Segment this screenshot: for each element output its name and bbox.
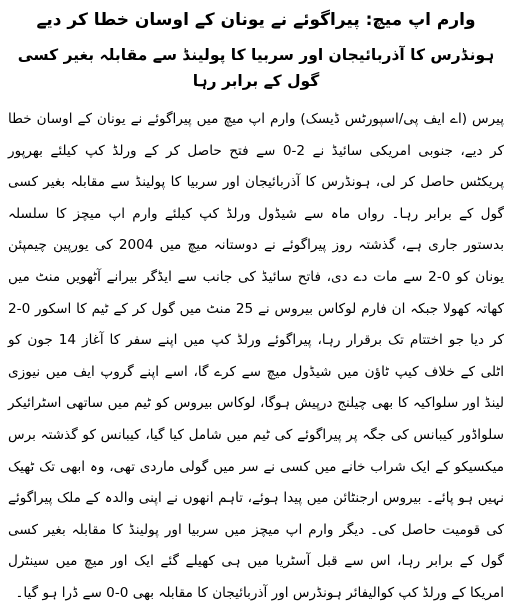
article-headline: وارم اپ میچ: پیراگوئے نے یونان کے اوسان خطا کر دیے <box>36 10 476 30</box>
article-body: پیرس (اے ایف پی/اسپورٹس ڈیسک) وارم اپ میچ میں پیراگوئے نے یونان کے اوسان خطا کر دیے، جنوبی امریکی سائیڈ نے 2-0 سے فتح حاصل کر کے ورلڈ کپ کیلئے بھرپور پریکٹس حاصل کر لی، ہونڈرس کا آذربائیجان اور سربیا کا پولینڈ سے مقابلہ بغیر کسی گول کے برابر رہا۔ رواں ماہ سے شیڈول ورلڈ کپ کیلئے وارم اپ میچز کا سلسلہ بدستور جاری ہے، گذشتہ روز پیراگوئے نے دوستانہ میچ میں 2004 کی یورپین چیمپئن یونان کو 0-2 سے مات دے دی، فاتح سائیڈ کی جانب سے ایڈگر بیرانے آٹھویں منٹ میں کھاتہ کھولا جبکہ ان فارم لوکاس بیروس نے 25 منٹ میں گول کر کے ٹیم کا اسکور 0-2 کر دیا جو اختتام تک برقرار رہا، پیراگوئے ورلڈ کپ میں اپنے سفر کا آغاز 14 جون کو اٹلی کے خلاف کیپ ٹاؤن میں شیڈول میچ سے کرے گا، اسے اپنے گروپ ایف میں نیوزی لینڈ اور سلواکیہ کا بھی چیلنج درپیش ہوگا، لوکاس بیروس کو ٹیم میں ساتھی اسٹرائیکر سلواڈور کیبانس کی جگہ پر پیراگوئے کی ٹیم میں شامل کیا گیا، کیبانس کو گذشتہ برس میکسیکو کے ایک شراب خانے میں کسی نے سر میں گولی ماردی تھی، وہ ابھی تک ٹھیک نہیں ہو پائے۔ بیروس ارجنٹائن میں پیدا ہوئے، تاہم انھوں نے اپنی والدہ کے ملک پیراگوئے کی قومیت حاصل کی۔ دیگر وارم اپ میچز میں سربیا اور پولینڈ کا مقابلہ بغیر کسی گول کے برابر رہا، اس سے قبل آسٹریا میں ہی کھیلے گئے ایک اور میچ میں سینٹرل امریکا کے ورلڈ کپ کوالیفائر ہونڈرس اور آذربائیجان کا مقابلہ بھی 0-0 سے ڈرا ہو گیا۔ <box>8 111 505 601</box>
article-subheadline: ہونڈرس کا آذربائیجان اور سربیا کا پولینڈ سے مقابلہ بغیر کسی گول کے برابر رہا <box>17 46 495 90</box>
